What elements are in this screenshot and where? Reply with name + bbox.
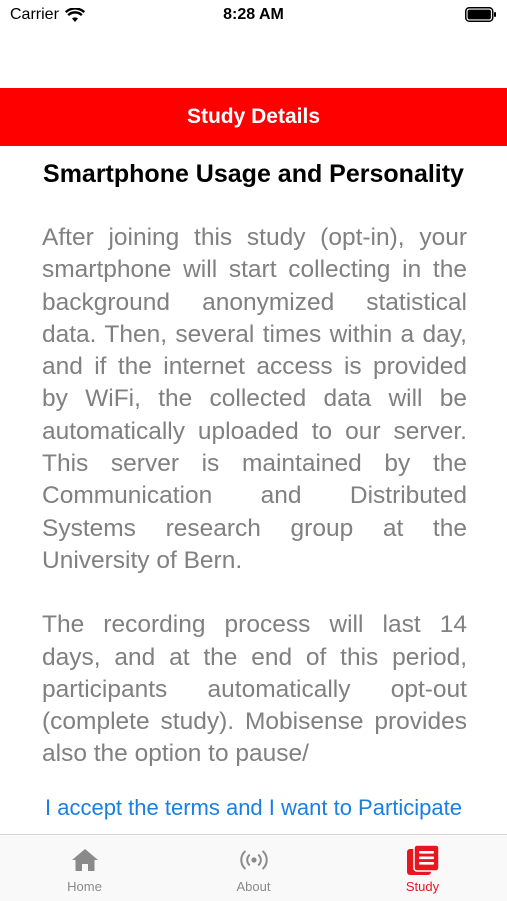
- accept-participate-button[interactable]: I accept the terms and I want to Participate: [45, 795, 462, 820]
- study-title: Smartphone Usage and Personality: [43, 160, 464, 188]
- clock: 8:28 AM: [223, 6, 284, 23]
- tab-home-label: Home: [67, 879, 102, 894]
- nav-title: Study Details: [186, 105, 321, 128]
- broadcast-icon: [238, 845, 270, 875]
- battery-icon: [465, 7, 497, 27]
- description-paragraph-2: The recording process will last 14 days, and at the end of this period, participants automatically opt-out (complete study). Mobisense provides also the option to pause/: [42, 611, 467, 768]
- carrier-label: Carrier: [10, 6, 59, 23]
- tab-about-label: About: [236, 879, 271, 894]
- status-bar: [0, 0, 507, 32]
- tab-study-label: Study: [405, 879, 440, 894]
- tab-home[interactable]: [0, 835, 169, 901]
- tab-about[interactable]: [169, 835, 338, 901]
- tab-bar: [0, 834, 507, 901]
- description-paragraph-1: After joining this study (opt-in), your smartphone will start collecting in the background anonymized statistical data. Then, several times within a day, and if the internet access is provided by WiFi, the collected data will be automatically uploaded to our server. This server is maintained by the Communication and Distributed Systems research group at the University of Bern.: [42, 224, 467, 574]
- study-description[interactable]: [42, 222, 467, 778]
- study-icon: [406, 845, 440, 875]
- home-icon: [71, 845, 99, 875]
- navigation-bar: [0, 88, 507, 146]
- tab-study[interactable]: [338, 835, 507, 901]
